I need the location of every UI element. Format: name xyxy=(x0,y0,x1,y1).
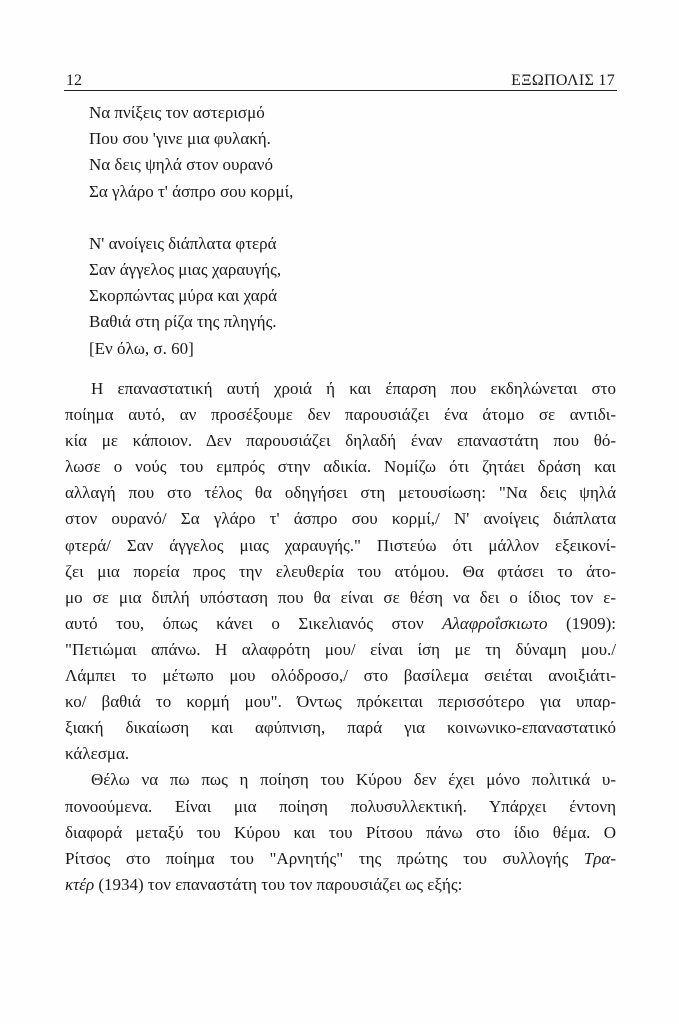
text-line: "Πετιώμαι απάνω. Η αλαφρότη μου/ είναι ίση με τη δύναμη μου./ xyxy=(65,639,616,659)
paragraph-1 xyxy=(65,376,616,767)
body-text xyxy=(65,376,616,898)
text-line: κία με κάποιον. Δεν παρουσιάζει δηλαδή έναν επαναστάτη που θό- xyxy=(65,431,616,451)
poem-line: Που σου 'γινε μια φυλακή. xyxy=(89,129,271,149)
text-fragment: (1934) τον επαναστάτη του τον παρουσιάζει ως εξής: xyxy=(94,874,463,894)
poem-citation: [Εν όλω, σ. 60] xyxy=(89,338,194,358)
poem-line: Να δεις ψηλά στον ουρανό xyxy=(89,155,273,175)
work-title: κτέρ xyxy=(65,874,95,894)
poem-line: Σαν άγγελος μιας χαραυγής, xyxy=(89,260,282,280)
text-line: Η επαναστατική αυτή χροιά ή και έπαρση που εκδηλώνεται στο xyxy=(91,379,616,398)
text-line: διαφορά μεταξύ του Κύρου και του Ρίτσου πάνω στο ίδιο θέμα. Ο xyxy=(65,822,616,842)
poem-line: Ν' ανοίγεις διάπλατα φτερά xyxy=(89,233,277,253)
text-line: αλλαγή που στο τέλος θα οδηγήσει στη μετουσίωση: "Να δεις ψηλά xyxy=(65,483,616,503)
text-line: κο/ βαθιά το κορμή μου". Όντως πρόκειται περισσότερο για υπαρ- xyxy=(65,692,616,712)
poem-stanza-2 xyxy=(89,231,509,362)
text-fragment: αυτό του, όπως κάνει ο Σικελιανός στον xyxy=(65,613,443,633)
work-title: Αλαφροΐσκιωτο xyxy=(442,613,548,633)
poem-line: Σκορπώντας μύρα και χαρά xyxy=(89,286,278,306)
text-line: ποίημα αυτό, αν προσέξουμε δεν παρουσιάζει ένα άτομο σε αντιδι- xyxy=(65,405,616,425)
poem-quote xyxy=(89,100,509,362)
text-line: κάλεσμα. xyxy=(65,744,130,764)
text-line: φτερά/ Σαν άγγελος μιας χαραυγής." Πιστεύω ότι μάλλον εξεικονί- xyxy=(65,535,616,555)
text-fragment: Ρίτσος στο ποίημα του "Αρνητής" της πρώτης του συλλογής xyxy=(65,848,584,868)
poem-stanza-1 xyxy=(89,100,509,205)
header-rule xyxy=(64,90,617,91)
poem-line: Βαθιά στη ρίζα της πληγής. xyxy=(89,312,277,332)
text-line: ζει μια πορεία προς την ελευθερία του ατόμου. Θα φτάσει το άτο- xyxy=(65,561,616,581)
text-line: στον ουρανό/ Σα γλάρο τ' άσπρο σου κορμί,/ Ν' ανοίγεις διάπλατα xyxy=(65,509,616,529)
text-line: Λάμπει το μέτωπο μου ολόδροσο,/ στο βασίλεμα σειέται ανοιξιάτι- xyxy=(65,666,616,686)
text-line xyxy=(65,872,616,898)
text-line: πονοούμενα. Είναι μια ποίηση πολυσυλλεκτική. Υπάρχει έντονη xyxy=(65,796,616,816)
work-title: Τρα- xyxy=(583,848,616,868)
text-fragment: (1909): xyxy=(547,613,617,633)
text-line xyxy=(65,611,616,637)
text-line: ξιακή δικαίωση και αφύπνιση, παρά για κοινωνικο-επαναστατικό xyxy=(65,718,616,738)
page-number: 12 xyxy=(66,72,82,89)
text-line: λωσε ο νούς του εμπρός στην αδικία. Νομίζω ότι ζητάει δράση και xyxy=(65,457,616,477)
text-line: μο σε μια διπλή υπόσταση που θα είναι σε θέση να δει ο ίδιος τον ε- xyxy=(65,587,616,607)
poem-line: Σα γλάρο τ' άσπρο σου κορμί, xyxy=(89,181,294,201)
text-line xyxy=(65,846,616,872)
text-line: Θέλω να πω πως η ποίηση του Κύρου δεν έχει μόνο πολιτικά υ- xyxy=(91,770,616,790)
page-header xyxy=(66,72,615,90)
poem-line: Να πνίξεις τον αστερισμό xyxy=(89,103,265,122)
running-head: ΕΞΩΠΟΛΙΣ 17 xyxy=(511,72,615,89)
paragraph-2 xyxy=(65,767,616,897)
